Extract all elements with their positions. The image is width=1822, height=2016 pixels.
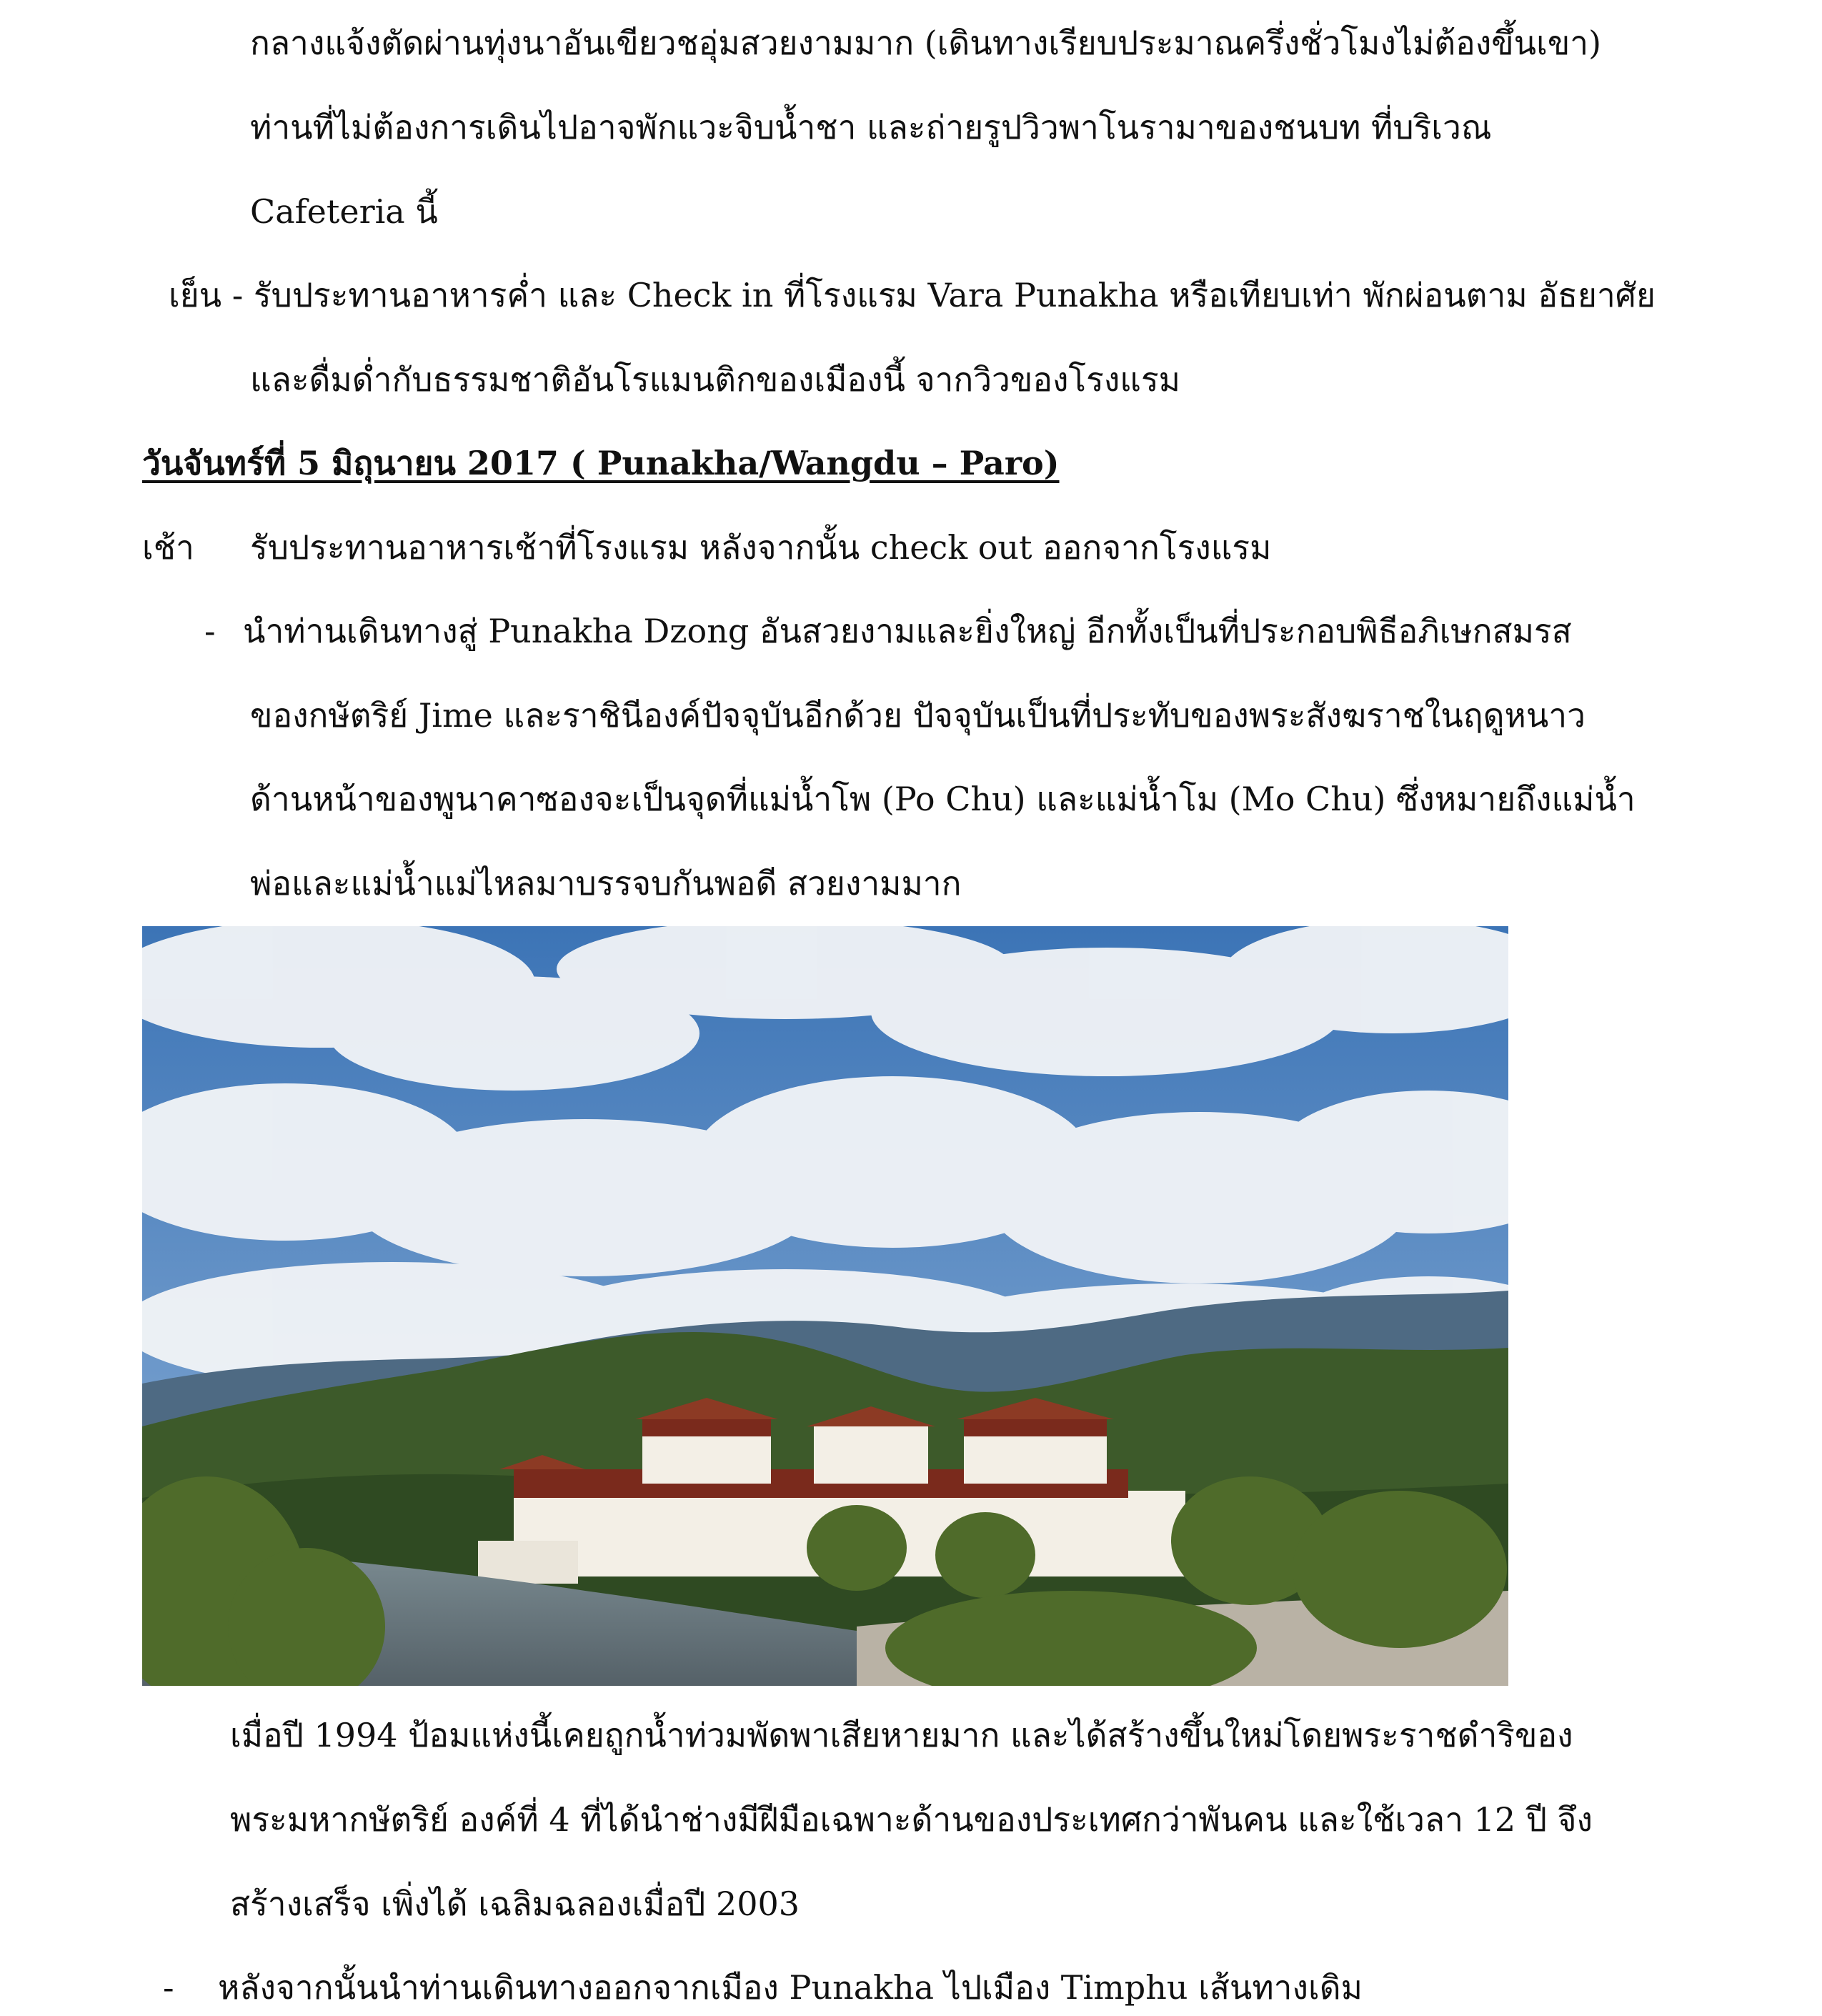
body-line-5: และดื่มด่ำกับธรรมชาติอันโรแมนติกของเมืองนี้ จากวิวของโรงแรม: [250, 360, 1180, 399]
history-line-3: สร้างเสร็จ เพิ่งได้ เฉลิมฉลองเมื่อปี 2003: [230, 1885, 800, 1923]
evening-line: เย็น - รับประทานอาหารค่ำ และ Check in ที่โรงแรม Vara Punakha หรือเทียบเท่า พักผ่อนตาม อัธยาศัย: [169, 276, 1656, 314]
bullet-line-3: ด้านหน้าของพูนาคาซองจะเป็นจุดที่แม่น้ำโพ (Po Chu) และแม่น้ำโม (Mo Chu) ซึ่งหมายถึงแม่น้ำ: [250, 780, 1636, 818]
history-line-1: เมื่อปี 1994 ป้อมแห่งนี้เคยถูกน้ำท่วมพัดพาเสียหายมาก และได้สร้างขึ้นใหม่โดยพระราชดำริของ: [230, 1716, 1573, 1754]
body-line-3: Cafeteria นี้: [250, 192, 438, 231]
final-text: หลังจากนั้นนำท่านเดินทางออกจากเมือง Punakha ไปเมือง Timphu เส้นทางเดิม: [218, 1968, 1363, 2007]
body-line-1: กลางแจ้งตัดผ่านทุ่งนาอันเขียวชอุ่มสวยงามมาก (เดินทางเรียบประมาณครึ่งชั่วโมงไม่ต้องขึ้นเขา): [250, 24, 1602, 62]
history-line-2: พระมหากษัตริย์ องค์ที่ 4 ที่ได้นำช่างมีฝีมือเฉพาะด้านของประเทศกว่าพันคน และใช้เวลา 12 ปี จึง: [230, 1800, 1593, 1839]
final-dash: -: [163, 1968, 174, 2007]
day-heading: วันจันทร์ที่ 5 มิถุนายน 2017 ( Punakha/Wangdu – Paro): [142, 444, 1060, 482]
punakha-dzong-photo: [142, 926, 1508, 1686]
bullet-line-4: พ่อและแม่น้ำแม่ไหลมาบรรจบกันพอดี สวยงามมาก: [250, 864, 962, 903]
bullet-line-2: ของกษัตริย์ Jime และราชินีองค์ปัจจุบันอีกด้วย ปัจจุบันเป็นที่ประทับของพระสังฆราชในฤดูหนาว: [250, 696, 1585, 735]
morning-text: รับประทานอาหารเช้าที่โรงแรม หลังจากนั้น check out ออกจากโรงแรม: [250, 528, 1272, 567]
morning-label: เช้า: [142, 528, 194, 567]
bullet-dash: -: [204, 612, 216, 650]
body-line-2: ท่านที่ไม่ต้องการเดินไปอาจพักแวะจิบน้ำชา และถ่ายรูปวิวพาโนรามาของชนบท ที่บริเวณ: [250, 108, 1492, 147]
bullet-line-1: นำท่านเดินทางสู่ Punakha Dzong อันสวยงามและยิ่งใหญ่ อีกทั้งเป็นที่ประกอบพิธีอภิเษกสมรส: [243, 612, 1572, 650]
